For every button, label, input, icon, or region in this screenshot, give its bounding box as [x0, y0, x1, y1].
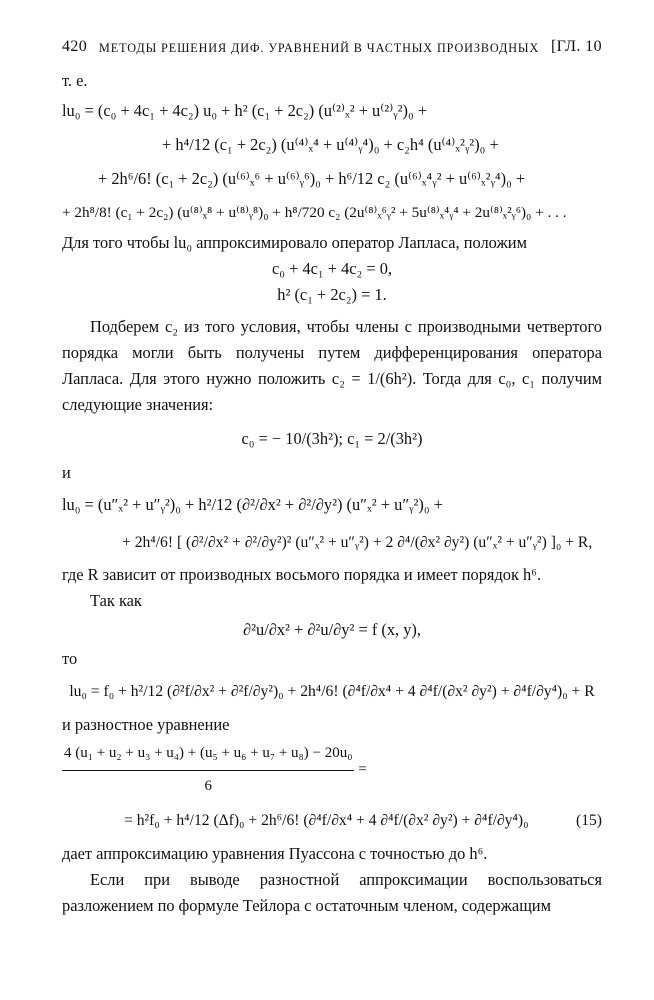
- equation-a-line2: + h⁴/12 (c₁ + 2c₂) (u⁽⁴⁾ₓ⁴ + u⁽⁴⁾ᵧ⁴)₀ + c₂h⁴ (u⁽⁴⁾ₓ²ᵧ²)₀ +: [162, 135, 499, 154]
- equation-a-line4: + 2h⁸/8! (c₁ + 2c₂) (u⁽⁸⁾ₓ⁸ + u⁽⁸⁾ᵧ⁸)₀ + h⁸/720 c₂ (2u⁽⁸⁾ₓ⁶ᵧ² + 5u⁽⁸⁾ₓ⁴ᵧ⁴ + 2u⁽⁸⁾ₓ²ᵧ⁶)₀ + . . .: [62, 204, 567, 221]
- text-since: Так как: [90, 591, 142, 610]
- equation-a-line3: + 2h⁶/6! (c₁ + 2c₂) (u⁽⁶⁾ₓ⁶ + u⁽⁶⁾ᵧ⁶)₀ + h⁶/12 c₂ (u⁽⁶⁾ₓ⁴ᵧ² + u⁽⁶⁾ₓ²ᵧ⁴)₀ +: [98, 169, 526, 188]
- paragraph-taylor: Если при выводе разностной аппроксимации воспользоваться разложением по формуле Тейлора с остаточным членом, содержащим: [62, 870, 602, 915]
- chapter-label: [ГЛ. 10: [550, 38, 602, 55]
- equation-g-fraction: [62, 738, 354, 801]
- equation-c: c₀ = − 10/(3h²); c₁ = 2/(3h²): [241, 429, 423, 448]
- text-te: т. е.: [62, 71, 88, 90]
- equation-a-line1: lu₀ = (c₀ + 4c₁ + 4c₂) u₀ + h² (c₁ + 2c₂) (u⁽²⁾ₓ² + u⁽²⁾ᵧ²)₀ +: [62, 101, 427, 120]
- equation-g-rhs: = h²f₀ + h⁴/12 (Δf)₀ + 2h⁶/6! (∂⁴f/∂x⁴ + 4 ∂⁴f/(∂x² ∂y²) + ∂⁴f/∂y⁴)₀: [124, 812, 529, 829]
- paragraph-poisson: дает аппроксимацию уравнения Пуассона с точностью до h⁶.: [62, 844, 488, 863]
- page-number: 420: [62, 38, 88, 55]
- equation-g-numerator: 4 (u₁ + u₂ + u₃ + u₄) + (u₅ + u₆ + u₇ + u₈) − 20u₀: [62, 738, 354, 771]
- text-then: то: [62, 649, 78, 668]
- equation-b-line2: h² (c₁ + 2c₂) = 1.: [277, 285, 387, 304]
- equation-number-15: (15): [576, 812, 602, 829]
- equation-g-line2: [62, 801, 602, 841]
- running-header: [62, 38, 602, 56]
- equation-e: ∂²u/∂x² + ∂²u/∂y² = f (x, y),: [243, 620, 421, 639]
- equation-b-line1: c₀ + 4c₁ + 4c₂ = 0,: [272, 259, 392, 278]
- text-and-difference: и разностное уравнение: [62, 715, 230, 734]
- equation-g-denominator: 6: [204, 778, 212, 794]
- paragraph-remainder: где R зависит от производных восьмого порядка и имеет порядок h⁶.: [62, 565, 542, 584]
- equation-d-line2: + 2h⁴/6! [ (∂²/∂x² + ∂²/∂y²)² (u″ₓ² + u″ᵧ²) + 2 ∂⁴/(∂x² ∂y²) (u″ₓ² + u″ᵧ²) ]₀ + R,: [122, 534, 593, 551]
- running-title: МЕТОДЫ РЕШЕНИЯ ДИФ. УРАВНЕНИЙ В ЧАСТНЫХ ПРОИЗВОДНЫХ: [99, 41, 540, 55]
- equation-g-equals: =: [358, 761, 367, 778]
- equation-f: lu₀ = f₀ + h²/12 (∂²f/∂x² + ∂²f/∂y²)₀ + 2h⁴/6! (∂⁴f/∂x⁴ + 4 ∂⁴f/(∂x² ∂y²) + ∂⁴f/∂y⁴)₀ + R: [69, 683, 595, 700]
- text-and: и: [62, 463, 71, 482]
- book-page: [62, 38, 602, 968]
- equation-g-line1: [62, 738, 602, 801]
- paragraph-laplace: Для того чтобы lu₀ аппроксимировало оператор Лапласа, положим: [62, 233, 527, 252]
- equation-d-line1: lu₀ = (u″ₓ² + u″ᵧ²)₀ + h²/12 (∂²/∂x² + ∂²/∂y²) (u″ₓ² + u″ᵧ²)₀ +: [62, 495, 443, 514]
- paragraph-choose-c2: Подберем c₂ из того условия, чтобы члены с производными четвертого порядка могли быть получены путем дифференцирования оператора Лапласа. Для этого нужно положить c₂ = 1/(6h²). Тогда для c₀, c₁ получим следующие значения:: [62, 317, 602, 414]
